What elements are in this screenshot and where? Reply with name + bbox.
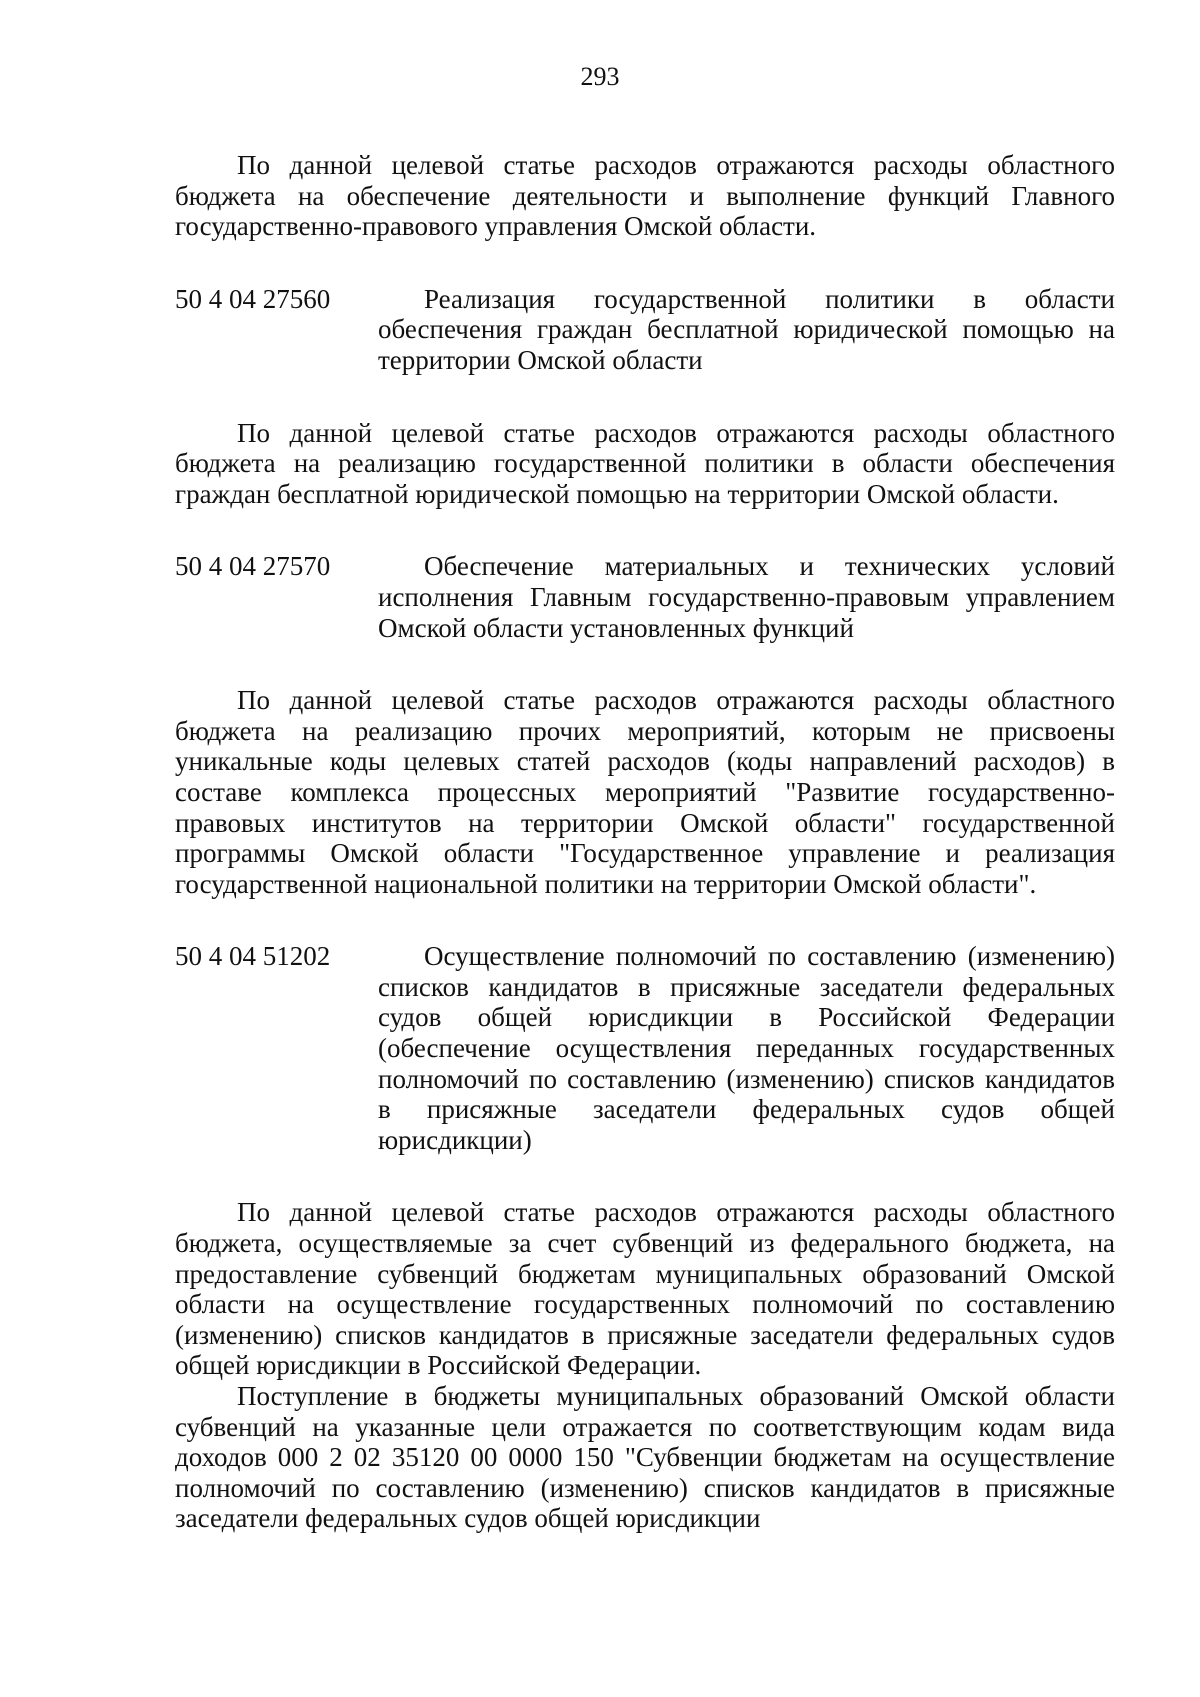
- spacer: [175, 509, 1115, 551]
- expense-code: 50 4 04 27570: [175, 551, 331, 582]
- spacer: [175, 899, 1115, 941]
- expense-entry-51202: [175, 941, 1115, 1155]
- expense-title: Реализация государственной политики в области обеспечения граждан бесплатной юридической помощью на территории Омской области: [378, 283, 1115, 375]
- page-number: 293: [580, 62, 620, 91]
- paragraph-1: По данной целевой статье расходов отражаются расходы областного бюджета на обеспечение деятельности и выполнение функций Главного государственно-правового управления Омской области.: [175, 150, 1115, 242]
- spacer: [175, 643, 1115, 685]
- paragraph-5: Поступление в бюджеты муниципальных образований Омской области субвенций на указанные цели отражается по соответствующим кодам вида доходов 000 2 02 35120 00 0000 150 "Субвенции бюджетам на осуществление полномочий по составлению (изменению) списков кандидатов в присяжные заседатели федеральных судов общей юрисдикции: [175, 1381, 1115, 1534]
- spacer: [175, 376, 1115, 418]
- paragraph-4: По данной целевой статье расходов отражаются расходы областного бюджета, осуществляемые за счет субвенций из федерального бюджета, на предоставление субвенций бюджетам муниципальных образований Омской области на осуществление государственных полномочий по составлению (изменению) списков кандидатов в присяжные заседатели федеральных судов общей юрисдикции в Российской Федерации.: [175, 1197, 1115, 1381]
- expense-entry-27570: [175, 551, 1115, 643]
- spacer: [175, 1155, 1115, 1197]
- expense-entry-27560: [175, 284, 1115, 376]
- paragraph-3: По данной целевой статье расходов отражаются расходы областного бюджета на реализацию прочих мероприятий, которым не присвоены уникальные коды целевых статей расходов (коды направлений расходов) в составе комплекса процессных мероприятий "Развитие государственно-правовых институтов на территории Омской области" государственной программы Омской области "Государственное управление и реализация государственной национальной политики на территории Омской области".: [175, 685, 1115, 899]
- expense-code: 50 4 04 27560: [175, 283, 331, 314]
- spacer: [175, 242, 1115, 284]
- expense-code: 50 4 04 51202: [175, 941, 331, 972]
- paragraph-2: По данной целевой статье расходов отражаются расходы областного бюджета на реализацию государственной политики в области обеспечения граждан бесплатной юридической помощью на территории Омской области.: [175, 417, 1115, 509]
- expense-title: Обеспечение материальных и технических условий исполнения Главным государственно-правовым управлением Омской области установленных функций: [378, 551, 1115, 643]
- document-body: [175, 150, 1115, 1534]
- expense-title: Осуществление полномочий по составлению (изменению) списков кандидатов в присяжные заседатели федеральных судов общей юрисдикции в Российской Федерации (обеспечение осуществления переданных государственных полномочий по составлению (изменению) списков кандидатов в присяжные заседатели федеральных судов общей юрисдикции): [378, 941, 1115, 1155]
